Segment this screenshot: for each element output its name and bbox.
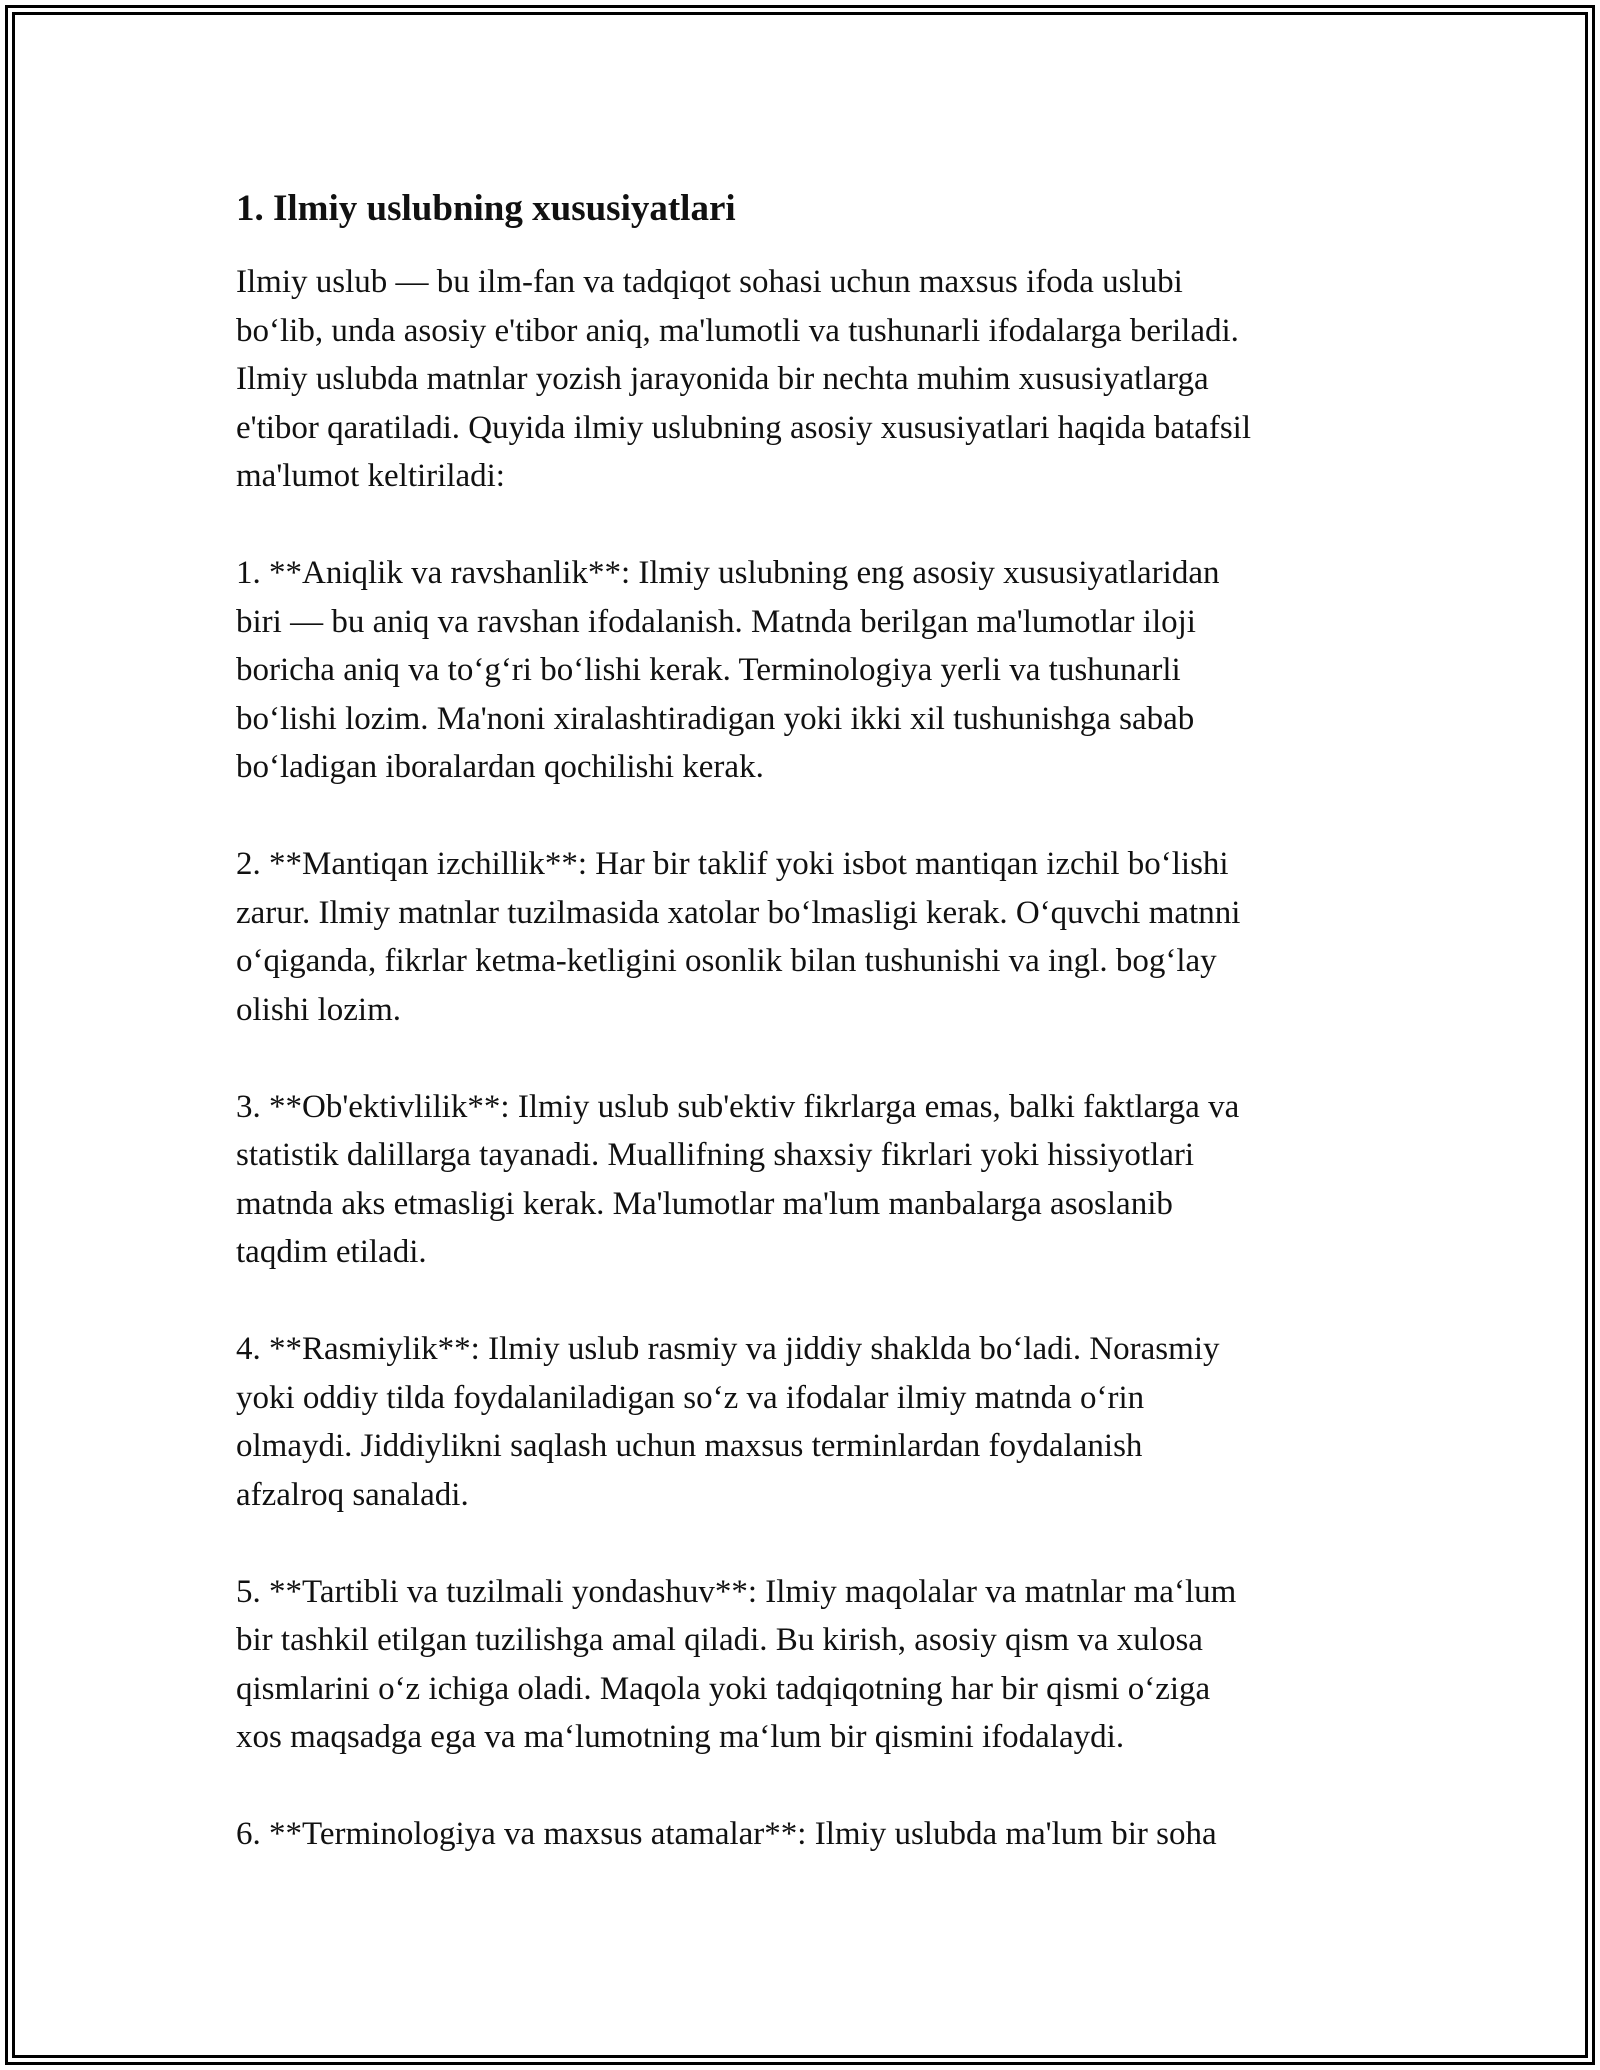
text-line: o‘qiganda, fikrlar ketma-ketligini osonlik bilan tushunishi va ingl. bog‘lay [236,943,1217,979]
text-line: bo‘lib, unda asosiy e'tibor aniq, ma'lumotli va tushunarli ifodalarga beriladi. [236,312,1239,349]
paragraph-item-4 [236,1325,1376,1519]
text-line: 2. **Mantiqan izchillik**: Har bir taklif yoki isbot mantiqan izchil bo‘lishi [236,846,1229,882]
paragraph-item-5 [236,1568,1376,1762]
text-line: bo‘ladigan iboralardan qochilishi kerak. [236,749,764,785]
paragraph-intro [236,258,1376,501]
document-body [236,186,1376,1907]
text-line: yoki oddiy tilda foydalaniladigan so‘z va ifodalar ilmiy matnda o‘rin [236,1379,1145,1416]
text-line: e'tibor qaratiladi. Quyida ilmiy uslubning asosiy xususiyatlari haqida batafsil [236,409,1252,446]
text-line: qismlarini o‘z ichiga oladi. Maqola yoki tadqiqotning har bir qismi o‘ziga [236,1670,1211,1707]
text-line: 4. **Rasmiylik**: Ilmiy uslub rasmiy va jiddiy shaklda bo‘ladi. Norasmiy [236,1331,1220,1367]
text-line: taqdim etiladi. [236,1234,427,1270]
text-line: statistik dalillarga tayanadi. Muallifning shaxsiy fikrlari yoki hissiyotlari [236,1137,1195,1173]
text-line: ma'lumot keltiriladi: [236,458,505,494]
paragraph-item-3 [236,1083,1376,1277]
text-line: bo‘lishi lozim. Ma'noni xiralashtiradigan yoki ikki xil tushunishga sabab [236,700,1195,737]
text-line: biri — bu aniq va ravshan ifodalanish. Matnda berilgan ma'lumotlar iloji [236,603,1196,640]
paragraph-item-2 [236,840,1376,1034]
text-line: olishi lozim. [236,991,401,1028]
paragraph-item-6 [236,1810,1376,1859]
text-line: 1. **Aniqlik va ravshanlik**: Ilmiy uslubning eng asosiy xususiyatlaridan [236,555,1220,591]
text-line: olmaydi. Jiddiylikni saqlash uchun maxsus terminlardan foydalanish [236,1428,1143,1464]
text-line: 3. **Ob'ektivlilik**: Ilmiy uslub sub'ektiv fikrlarga emas, balki faktlarga va [236,1088,1240,1125]
text-line: 6. **Terminologiya va maxsus atamalar**: Ilmiy uslubda ma'lum bir soha [236,1816,1217,1852]
section-heading: 1. Ilmiy uslubning xususiyatlari [236,188,736,229]
paragraph-item-1 [236,549,1376,792]
text-line: xos maqsadga ega va ma‘lumotning ma‘lum bir qismini ifodalaydi. [236,1719,1125,1755]
text-line: 5. **Tartibli va tuzilmali yondashuv**: Ilmiy maqolalar va matnlar ma‘lum [236,1573,1237,1610]
text-line: afzalroq sanaladi. [236,1476,469,1513]
text-line: boricha aniq va to‘g‘ri bo‘lishi kerak. Terminologiya yerli va tushunarli [236,652,1181,688]
text-line: Ilmiy uslubda matnlar yozish jarayonida bir nechta muhim xususiyatlarga [236,361,1209,397]
text-line: matnda aks etmasligi kerak. Ma'lumotlar ma'lum manbalarga asoslanib [236,1185,1173,1222]
text-line: Ilmiy uslub — bu ilm-fan va tadqiqot sohasi uchun maxsus ifoda uslubi [236,264,1183,300]
text-line: zarur. Ilmiy matnlar tuzilmasida xatolar bo‘lmasligi kerak. O‘quvchi matnni [236,894,1241,931]
text-line: bir tashkil etilgan tuzilishga amal qiladi. Bu kirish, asosiy qism va xulosa [236,1622,1203,1658]
